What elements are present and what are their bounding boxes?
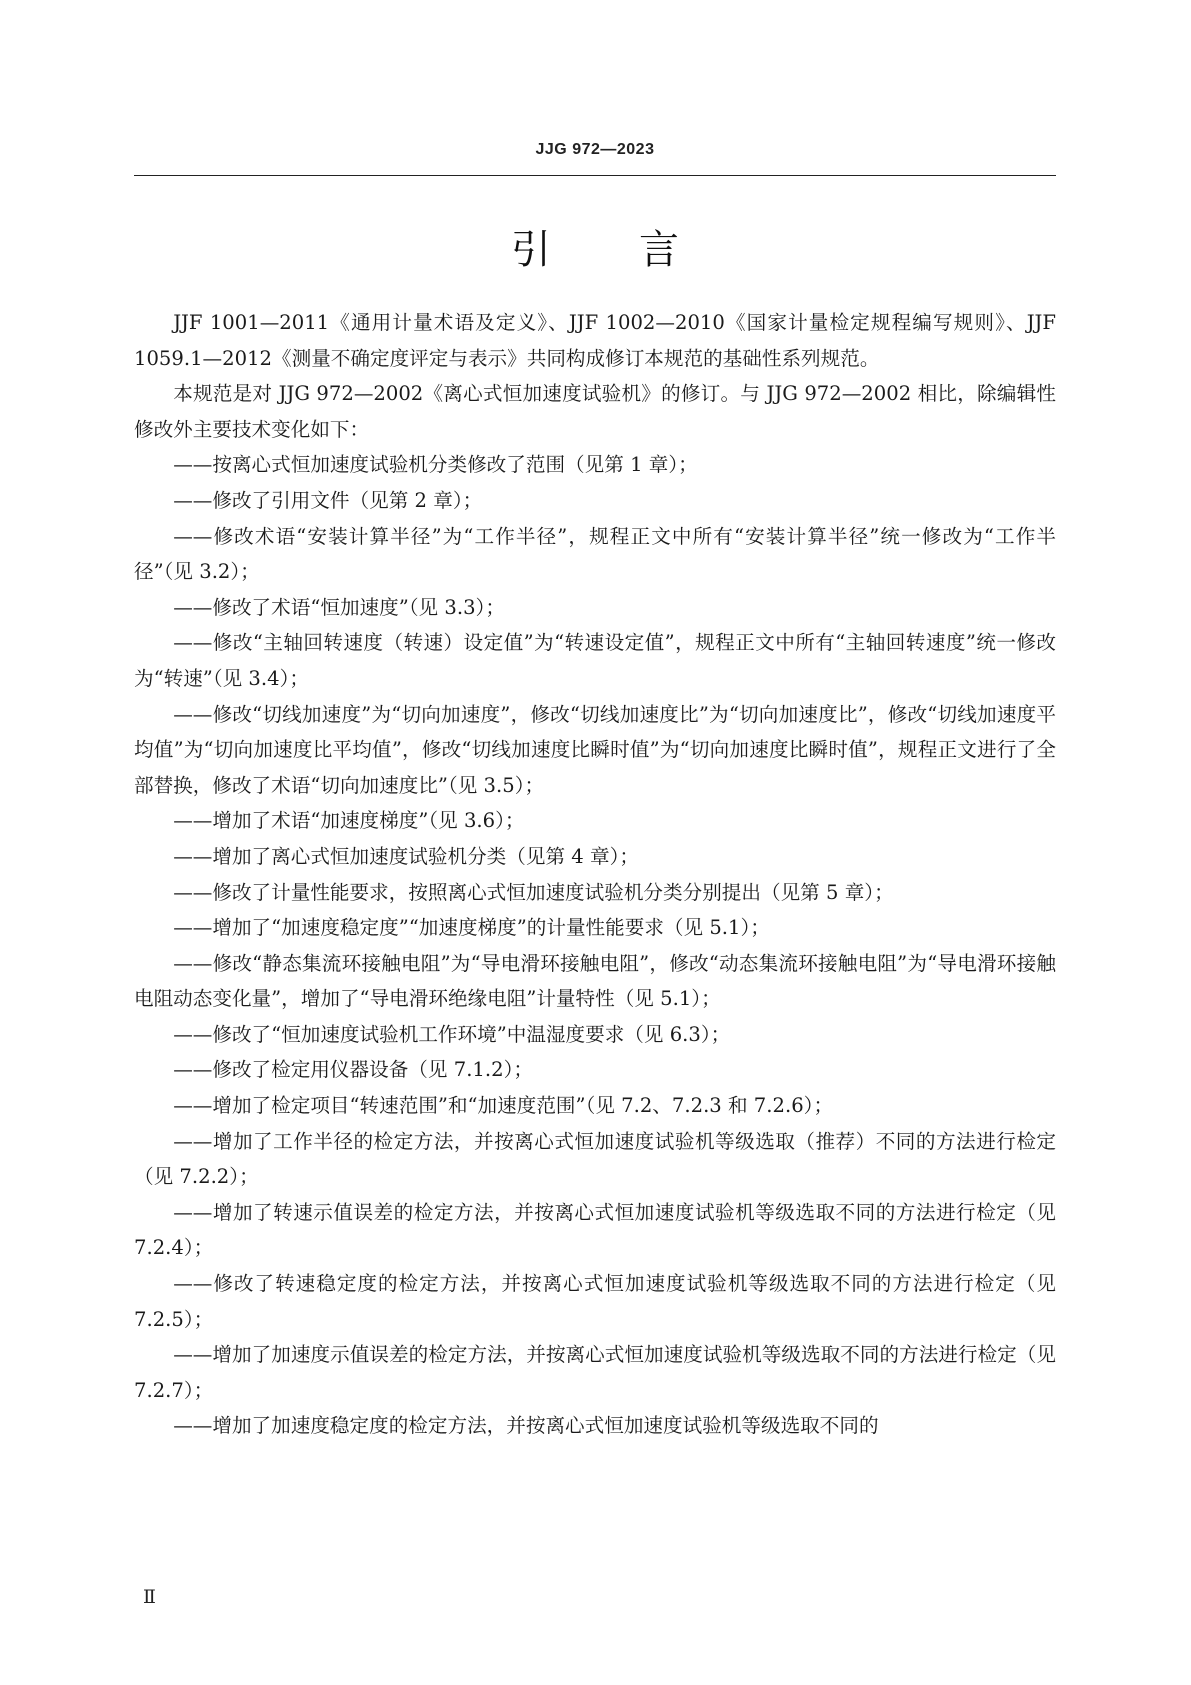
header-rule	[134, 175, 1056, 176]
change-item-16: ——增加了转速示值误差的检定方法，并按离心式恒加速度试验机等级选取不同的方法进行检定（见 7.2.4）；	[134, 1200, 1056, 1260]
change-item-6: ——修改“切线加速度”为“切向加速度”，修改“切线加速度比”为“切向加速度比”，修改“切线加速度平均值”为“切向加速度比平均值”，修改“切线加速度比瞬时值”为“切向加速度比瞬时值”，规程正文进行了全部替换，修改了术语“切向加速度比”（见 3.5）；	[134, 702, 1056, 797]
body-text	[134, 305, 1056, 1444]
running-header: JJG 972—2023	[535, 141, 655, 158]
change-item-4: ——修改了术语“恒加速度”（见 3.3）；	[173, 595, 505, 619]
change-item-5: ——修改“主轴回转速度（转速）设定值”为“转速设定值”，规程正文中所有“主轴回转速度”统一修改为“转速”（见 3.4）；	[134, 631, 1056, 690]
change-item-18: ——增加了加速度示值误差的检定方法，并按离心式恒加速度试验机等级选取不同的方法进行检定（见 7.2.7）；	[134, 1343, 1056, 1402]
paragraph-1: JJF 1001—2011《通用计量术语及定义》、JJF 1002—2010《国家计量检定规程编写规则》、JJF 1059.1—2012《测量不确定度评定与表示》共同构成修订本规范的基础性系列规范。	[134, 311, 1056, 370]
change-item-3: ——修改术语“安装计算半径”为“工作半径”，规程正文中所有“安装计算半径”统一修改为“工作半径”（见 3.2）；	[134, 524, 1056, 584]
section-title: 引言	[511, 227, 767, 273]
change-item-17: ——修改了转速稳定度的检定方法，并按离心式恒加速度试验机等级选取不同的方法进行检定（见 7.2.5）；	[134, 1272, 1056, 1331]
change-item-9: ——修改了计量性能要求，按照离心式恒加速度试验机分类分别提出（见第 5 章）；	[173, 880, 894, 904]
change-item-13: ——修改了检定用仪器设备（见 7.1.2）；	[173, 1058, 533, 1082]
change-item-19: ——增加了加速度稳定度的检定方法，并按离心式恒加速度试验机等级选取不同的	[173, 1414, 879, 1438]
change-item-2: ——修改了引用文件（见第 2 章）；	[173, 488, 483, 512]
change-item-12: ——修改了“恒加速度试验机工作环境”中温湿度要求（见 6.3）；	[173, 1022, 731, 1046]
change-item-14: ——增加了检定项目“转速范围”和“加速度范围”（见 7.2、7.2.3 和 7.2.6）；	[173, 1094, 834, 1118]
page-number: Ⅱ	[143, 1586, 156, 1608]
change-item-10: ——增加了“加速度稳定度”“加速度梯度”的计量性能要求（见 5.1）；	[173, 916, 770, 940]
change-item-11: ——修改“静态集流环接触电阻”为“导电滑环接触电阻”，修改“动态集流环接触电阻”为“导电滑环接触电阻动态变化量”，增加了“导电滑环绝缘电阻”计量特性（见 5.1）；	[134, 951, 1056, 1011]
change-item-1: ——按离心式恒加速度试验机分类修改了范围（见第 1 章）；	[173, 453, 698, 477]
change-item-8: ——增加了离心式恒加速度试验机分类（见第 4 章）；	[173, 844, 639, 868]
paragraph-2: 本规范是对 JJG 972—2002《离心式恒加速度试验机》的修订。与 JJG 972—2002 相比，除编辑性修改外主要技术变化如下：	[134, 382, 1056, 441]
change-item-7: ——增加了术语“加速度梯度”（见 3.6）；	[173, 809, 525, 833]
change-item-15: ——增加了工作半径的检定方法，并按离心式恒加速度试验机等级选取（推荐）不同的方法进行检定（见 7.2.2）；	[134, 1129, 1056, 1189]
